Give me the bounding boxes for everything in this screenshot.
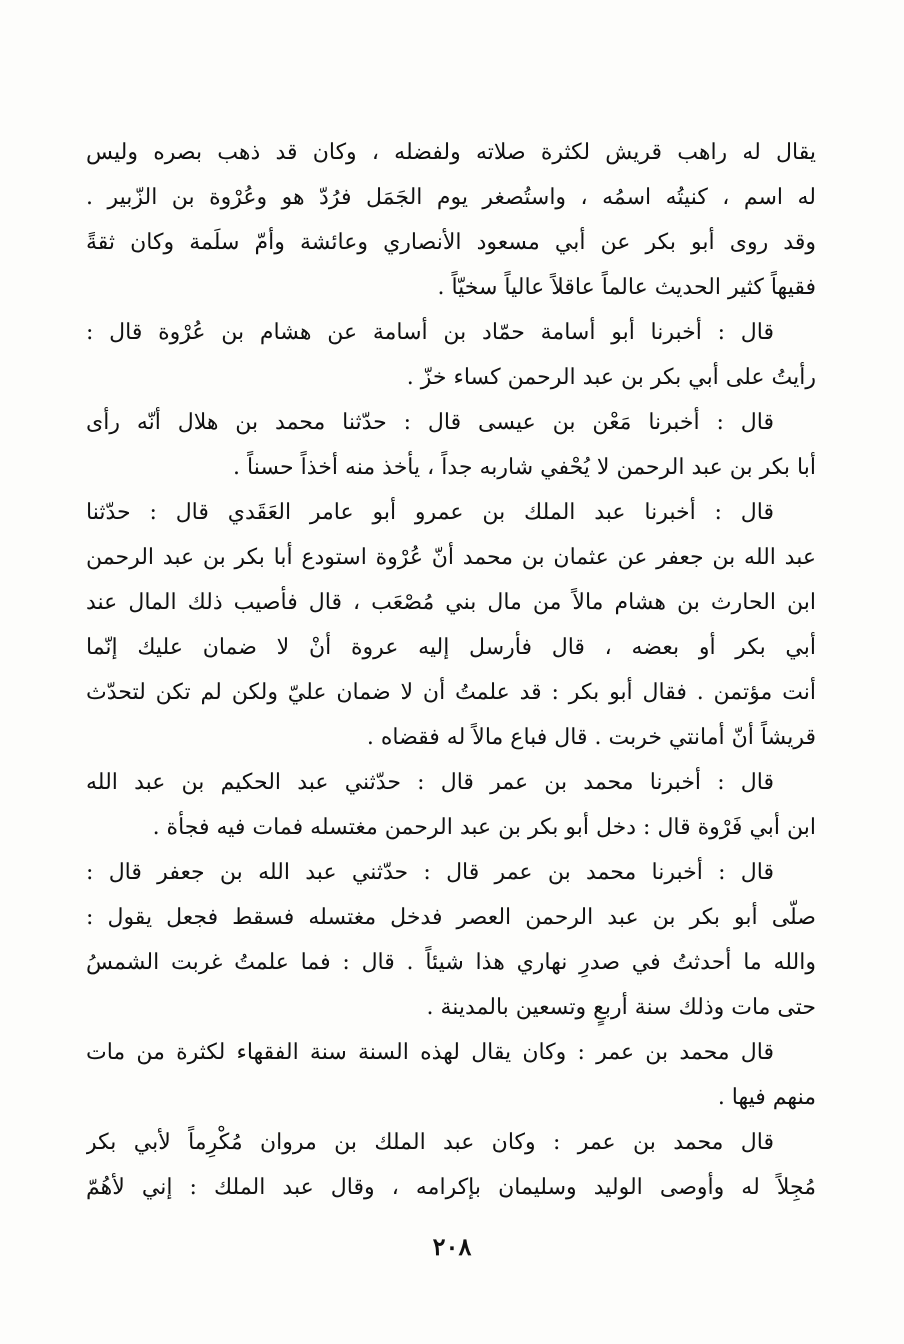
text-line: عبد الله بن جعفر عن عثمان بن محمد أنّ عُرْوة استودع أبا بكر بن عبد الرحمن [86, 545, 816, 570]
text-line: قال : أخبرنا أبو أسامة حمّاد بن أسامة عن هشام بن عُرْوة قال : [86, 320, 774, 345]
text-line: والله ما أحدثتُ في صدرِ نهاري هذا شيئاً . قال : فما علمتُ غربت الشمسُ [86, 950, 816, 975]
text-line: ابن أبي فَرْوة قال : دخل أبو بكر بن عبد الرحمن مغتسله فمات فيه فجأة . [152, 815, 816, 840]
text-line: منهم فيها . [717, 1085, 816, 1110]
text-line: أبا بكر بن عبد الرحمن لا يُحْفي شاربه جداً ، يأخذ منه أخذاً حسناً . [233, 455, 816, 480]
text-line: صلّى أبو بكر بن عبد الرحمن العصر فدخل مغتسله فسقط فجعل يقول : [86, 905, 816, 930]
text-line: قريشاً أنّ أمانتي خربت . قال فباع مالاً له فقضاه . [366, 725, 816, 750]
text-line: قال محمد بن عمر : وكان عبد الملك بن مروان مُكْرِماً لأبي بكر [86, 1130, 774, 1155]
text-line: وقد روى أبو بكر عن أبي مسعود الأنصاري وعائشة وأمّ سلَمة وكان ثقةً [86, 230, 816, 255]
text-line: أنت مؤتمن . فقال أبو بكر : قد علمتُ أن لا ضمان عليّ ولكن لم تكن لتحدّث [86, 680, 816, 705]
text-line: قال : أخبرنا عبد الملك بن عمرو أبو عامر العَقَدي قال : حدّثنا [86, 500, 774, 525]
text-line: مُجِلاً له وأوصى الوليد وسليمان بإكرامه ، وقال عبد الملك : إني لأهُمّ [86, 1175, 816, 1200]
text-line: ابن الحارث بن هشام مالاً من مال بني مُصْعَب ، قال فأصيب ذلك المال عند [86, 590, 816, 615]
text-line: أبي بكر أو بعضه ، قال فأرسل إليه عروة أنْ لا ضمان عليك إنّما [86, 635, 816, 660]
text-line: فقيهاً كثير الحديث عالماً عاقلاً عالياً سخيّاً . [437, 275, 816, 300]
text-line: قال محمد بن عمر : وكان يقال لهذه السنة سنة الفقهاء لكثرة من مات [86, 1040, 774, 1065]
page-number: ٢٠٨ [432, 1232, 472, 1261]
text-line: حتى مات وذلك سنة أربعٍ وتسعين بالمدينة . [426, 995, 816, 1020]
text-line: قال : أخبرنا محمد بن عمر قال : حدّثني عبد الله بن جعفر قال : [86, 860, 774, 885]
text-line: قال : أخبرنا مَعْن بن عيسى قال : حدّثنا محمد بن هلال أنّه رأى [86, 410, 774, 435]
text-line: يقال له راهب قريش لكثرة صلاته ولفضله ، وكان قد ذهب بصره وليس [86, 140, 816, 165]
text-line: رأيتُ على أبي بكر بن عبد الرحمن كساء خزّ . [406, 365, 816, 390]
text-line: قال : أخبرنا محمد بن عمر قال : حدّثني عبد الحكيم بن عبد الله [86, 770, 774, 795]
body-text [86, 130, 816, 1210]
text-line: له اسم ، كنيتُه اسمُه ، واستُصغر يوم الجَمَل فرُدّ هو وعُرْوة بن الزّبير . [86, 185, 816, 210]
